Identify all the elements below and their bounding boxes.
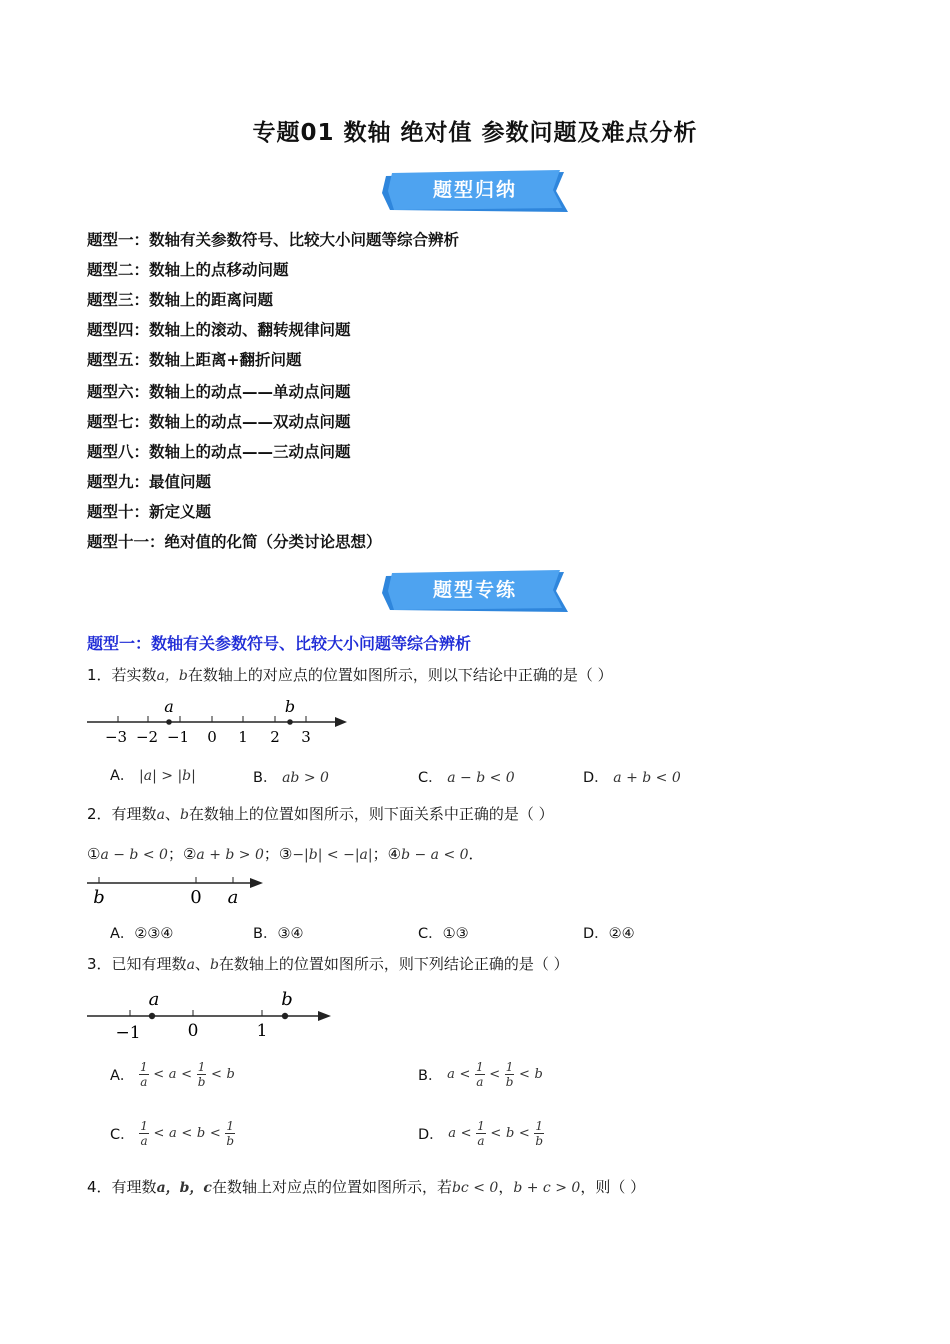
option-text: ②④ — [608, 926, 635, 942]
operator: < — [460, 1126, 472, 1141]
option-label: C． — [418, 926, 443, 942]
relation-mark: ；③ — [263, 845, 293, 863]
fraction — [476, 1119, 486, 1148]
fraction — [505, 1060, 515, 1089]
option-a[interactable] — [110, 764, 196, 785]
denominator: a — [476, 1075, 484, 1089]
question-number: 3． — [87, 955, 112, 973]
axis-label-b: b — [284, 697, 296, 716]
relation-math: a + b > 0 — [196, 847, 264, 863]
operator: < — [518, 1126, 530, 1141]
question-4 — [87, 1176, 645, 1199]
topic-item: 题型九：最值问题 — [87, 473, 212, 491]
math-vars: a，b — [156, 668, 188, 684]
math-vars: a，b，c — [156, 1180, 212, 1196]
operator: < — [181, 1126, 193, 1141]
topic-item: 题型七：数轴上的动点——双动点问题 — [87, 413, 351, 431]
option-math: a − b < 0 — [447, 770, 515, 786]
question-1 — [87, 664, 613, 687]
option-label: A． — [110, 926, 135, 942]
relation-math: b − a < 0 — [401, 847, 469, 863]
question-text: 在数轴上的位置如图所示，则下列结论正确的是（ ） — [218, 955, 569, 973]
option-a[interactable] — [110, 922, 173, 943]
option-d[interactable] — [583, 766, 681, 787]
denominator: a — [140, 1075, 148, 1089]
number-line-q3 — [85, 984, 340, 1044]
axis-label-a: a — [227, 887, 239, 908]
banner-practice — [380, 566, 570, 616]
tick-label: −1 — [115, 1023, 141, 1043]
option-a[interactable] — [110, 1060, 235, 1089]
math-var: a — [156, 807, 165, 823]
operator: < — [209, 1126, 221, 1141]
axis-label-b: b — [93, 887, 105, 908]
math-var: b — [226, 1067, 235, 1082]
tick-label: 1 — [256, 1021, 268, 1041]
numerator: 1 — [226, 1119, 234, 1133]
topic-item: 题型五：数轴上距离+翻折问题 — [87, 351, 302, 369]
section-heading: 题型一：数轴有关参数符号、比较大小问题等综合辨析 — [87, 634, 472, 653]
separator: ， — [498, 1178, 514, 1196]
separator: 、 — [194, 955, 210, 973]
numerator: 1 — [475, 1060, 484, 1074]
relation-math: a − b < 0 — [100, 847, 168, 863]
numerator: 1 — [477, 1119, 485, 1133]
question-text: 有理数 — [111, 1178, 157, 1196]
math-var: a — [448, 1126, 457, 1141]
option-text: ①③ — [442, 926, 469, 942]
relation-mark: ① — [87, 845, 101, 863]
tick-label: 0 — [207, 728, 217, 746]
tick-label: −1 — [166, 728, 190, 746]
option-c[interactable] — [110, 1119, 235, 1148]
option-label: B． — [418, 1068, 443, 1084]
question-number: 1． — [87, 666, 112, 684]
relations-line — [87, 843, 484, 866]
relation-math: −|b| < −|a| — [292, 847, 373, 863]
option-label: C． — [110, 1127, 135, 1143]
option-label: D． — [583, 770, 609, 786]
option-c[interactable] — [418, 766, 515, 787]
separator: 、 — [164, 805, 180, 823]
option-label: D． — [583, 926, 609, 942]
option-label: B． — [253, 926, 278, 942]
option-d[interactable] — [418, 1119, 544, 1148]
question-text: ，则（ ） — [580, 1178, 646, 1196]
question-3 — [87, 953, 569, 976]
period: ． — [468, 845, 484, 863]
option-text: ③④ — [277, 926, 304, 942]
topic-item: 题型六：数轴上的动点——单动点问题 — [87, 383, 351, 401]
tick-label: −2 — [135, 728, 159, 746]
operator: < — [490, 1126, 502, 1141]
option-b[interactable] — [253, 922, 303, 943]
tick-label: 3 — [301, 728, 311, 746]
fraction — [534, 1119, 544, 1148]
topic-item: 题型八：数轴上的动点——三动点问题 — [87, 443, 351, 461]
operator: < — [210, 1067, 222, 1082]
option-c[interactable] — [418, 922, 469, 943]
numerator: 1 — [197, 1060, 206, 1074]
option-math: ab > 0 — [282, 770, 329, 786]
fraction — [197, 1060, 207, 1089]
numerator: 1 — [140, 1119, 148, 1133]
option-b[interactable] — [253, 766, 329, 787]
relation-mark: ；④ — [372, 845, 402, 863]
topic-list — [87, 228, 459, 560]
math-condition: bc < 0 — [451, 1180, 499, 1196]
question-text: 若实数 — [111, 666, 157, 684]
numerator: 1 — [140, 1060, 148, 1074]
option-label: D． — [418, 1127, 444, 1143]
option-d[interactable] — [583, 922, 635, 943]
banner-practice-label: 题型专练 — [432, 579, 517, 601]
page-title: 专题01 数轴 绝对值 参数问题及难点分析 — [252, 120, 698, 146]
option-label: B． — [253, 770, 278, 786]
topic-item: 题型十一：绝对值的化简（分类讨论思想） — [87, 533, 382, 551]
axis-label-b: b — [281, 989, 293, 1010]
question-text: 在数轴上对应点的位置如图所示，若 — [211, 1178, 452, 1196]
question-text: 在数轴上的位置如图所示，则下面关系中正确的是（ ） — [188, 805, 554, 823]
banner-summary — [380, 166, 570, 216]
operator: < — [489, 1067, 501, 1082]
option-math: |a| > |b| — [139, 768, 196, 784]
banner-summary-label: 题型归纳 — [432, 179, 517, 201]
number-line-q2 — [85, 870, 275, 910]
denominator: b — [535, 1134, 544, 1148]
operator: < — [153, 1126, 165, 1141]
fraction — [139, 1119, 149, 1148]
math-var: b — [534, 1067, 543, 1082]
number-line-q1 — [85, 694, 355, 750]
denominator: a — [477, 1134, 485, 1148]
math-var: b — [209, 957, 219, 973]
topic-item: 题型十：新定义题 — [87, 503, 212, 521]
axis-label-zero: 0 — [190, 887, 202, 908]
operator: < — [459, 1067, 471, 1082]
math-var: a — [447, 1067, 455, 1082]
denominator: b — [505, 1075, 514, 1089]
fraction — [475, 1060, 485, 1089]
tick-label: 1 — [238, 728, 248, 746]
question-text: 有理数 — [111, 805, 157, 823]
fraction — [139, 1060, 149, 1089]
question-number: 4． — [87, 1178, 112, 1196]
tick-label: 2 — [270, 728, 280, 746]
question-2 — [87, 803, 554, 826]
topic-item: 题型三：数轴上的距离问题 — [87, 291, 274, 309]
relation-mark: ；② — [167, 845, 197, 863]
question-number: 2． — [87, 805, 112, 823]
numerator: 1 — [505, 1060, 514, 1074]
topic-item: 题型一：数轴有关参数符号、比较大小问题等综合辨析 — [87, 231, 460, 249]
axis-label-a: a — [148, 989, 160, 1010]
option-b[interactable] — [418, 1060, 543, 1089]
math-var: b — [196, 1126, 206, 1141]
math-var: b — [179, 807, 189, 823]
question-text: 在数轴上的对应点的位置如图所示，则以下结论中正确的是（ ） — [187, 666, 613, 684]
math-condition: b + c > 0 — [513, 1180, 581, 1196]
tick-label: −3 — [104, 728, 128, 746]
fraction — [225, 1119, 235, 1148]
math-var: a — [168, 1067, 177, 1082]
topic-item: 题型二：数轴上的点移动问题 — [87, 261, 289, 279]
denominator: a — [140, 1134, 148, 1148]
operator: < — [519, 1067, 530, 1082]
option-text: ②③④ — [134, 926, 174, 942]
tick-label: 0 — [187, 1021, 199, 1041]
question-text: 已知有理数 — [111, 955, 187, 973]
option-label: A． — [110, 1068, 135, 1084]
numerator: 1 — [535, 1119, 544, 1133]
option-math: a + b < 0 — [613, 770, 681, 786]
axis-label-a: a — [164, 697, 174, 716]
option-label: C． — [418, 770, 443, 786]
option-label: A． — [110, 768, 135, 784]
denominator: b — [226, 1134, 235, 1148]
math-var: b — [505, 1126, 515, 1141]
math-var: a — [169, 1126, 177, 1141]
denominator: b — [197, 1075, 206, 1089]
operator: < — [181, 1067, 193, 1082]
operator: < — [153, 1067, 165, 1082]
topic-item: 题型四：数轴上的滚动、翻转规律问题 — [87, 321, 351, 339]
math-var: a — [186, 957, 195, 973]
